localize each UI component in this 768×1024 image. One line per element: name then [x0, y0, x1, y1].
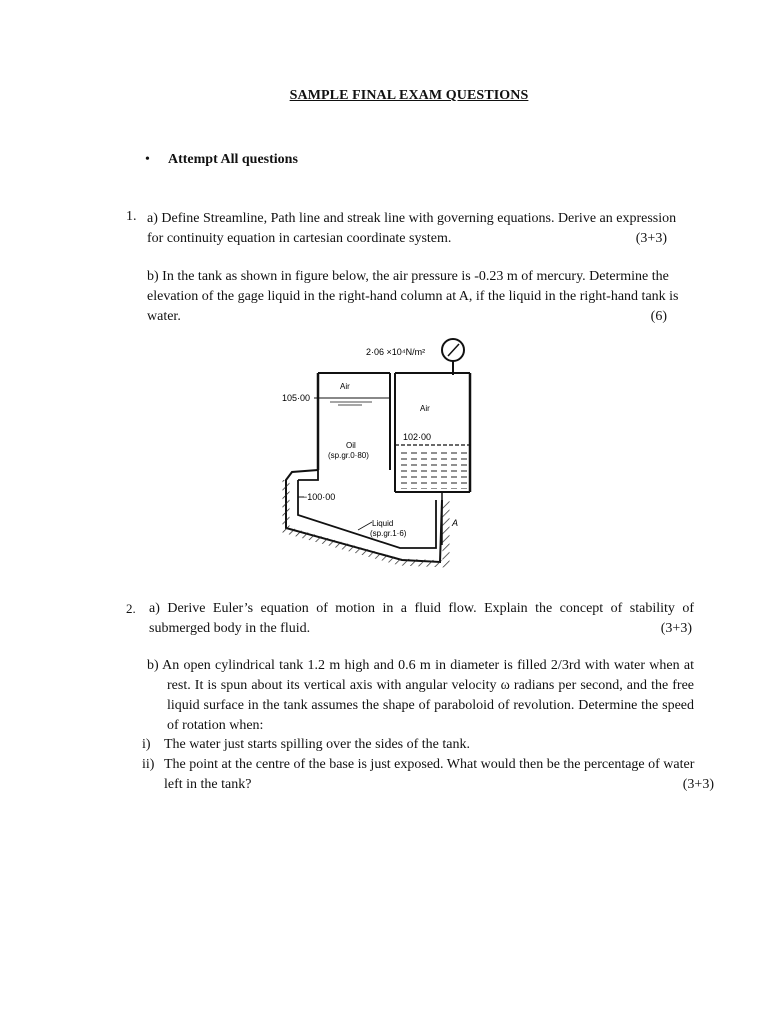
page-title: SAMPLE FINAL EXAM QUESTIONS — [289, 88, 529, 103]
question-2b-subparts — [142, 735, 714, 795]
elevation-102: 102·00 — [403, 432, 432, 442]
right-air-label: Air — [420, 404, 430, 413]
question-2b — [147, 656, 694, 736]
subpart-i-text: The water just starts spilling over the sides of the tank. — [164, 737, 470, 752]
question-2a-marks: (3+3) — [660, 621, 692, 636]
gauge-pressure-label: 2·06 ×10⁴N/m² — [366, 347, 426, 357]
question-2a — [149, 599, 694, 639]
question-2b-marks: (3+3) — [682, 777, 714, 792]
question-2b-line-3: liquid surface in the tank assumes the shape of paraboloid of revolution. Determine the speed — [167, 698, 694, 713]
oil-label: Oil — [346, 441, 356, 450]
elevation-105: 105·00 — [282, 393, 311, 403]
left-air-label: Air — [340, 382, 350, 391]
question-1b-line-2: elevation of the gage liquid in the right-hand column at A, if the liquid in the right-hand tank is — [147, 289, 679, 304]
question-1a-line-2: for continuity equation in cartesian coordinate system. — [147, 231, 452, 246]
subpart-ii-line-1: The point at the centre of the base is just exposed. What would then be the percentage of water — [164, 757, 695, 772]
subpart-ii-label: ii) — [142, 757, 155, 772]
oil-gravity-label: (sp.gr.0·80) — [328, 451, 369, 460]
question-2b-line-4: of rotation when: — [167, 718, 264, 733]
question-1b-line-3: water. — [147, 309, 181, 324]
elevation-100: −100·00 — [302, 492, 336, 502]
point-a-label: A — [452, 518, 459, 528]
subpart-ii-line-2: left in the tank? — [164, 777, 252, 792]
liquid-gravity-label: (sp.gr.1·6) — [370, 529, 407, 538]
instruction-text: Attempt All questions — [168, 152, 298, 167]
question-1b-marks: (6) — [650, 309, 667, 324]
liquid-label: Liquid — [372, 519, 394, 528]
question-2b-line-2: rest. It is spun about its vertical axis with angular velocity ω radians per second, and the free — [167, 678, 694, 693]
question-1b-line-1: b) In the tank as shown in figure below, the air pressure is -0.23 m of mercury. Determine the — [147, 269, 669, 284]
question-2-number: 2. — [126, 601, 136, 616]
question-2a-line-1: a) Derive Euler’s equation of motion in a fluid flow. Explain the concept of stability of — [149, 601, 694, 616]
question-2b-line-1: b) An open cylindrical tank 1.2 m high and 0.6 m in diameter is filled 2/3rd with water when at — [147, 658, 694, 673]
bullet-icon: • — [145, 152, 150, 167]
pressure-gauge-icon — [442, 339, 464, 375]
question-2a-line-2: submerged body in the fluid. — [149, 621, 311, 636]
subpart-ii — [142, 755, 694, 775]
question-1a-marks: (3+3) — [635, 231, 667, 246]
subpart-i-label: i) — [142, 737, 151, 752]
question-1a-line-1: a) Define Streamline, Path line and streak line with governing equations. Derive an expression — [147, 211, 677, 226]
question-1-number: 1. — [126, 209, 137, 224]
subpart-i — [142, 735, 694, 755]
